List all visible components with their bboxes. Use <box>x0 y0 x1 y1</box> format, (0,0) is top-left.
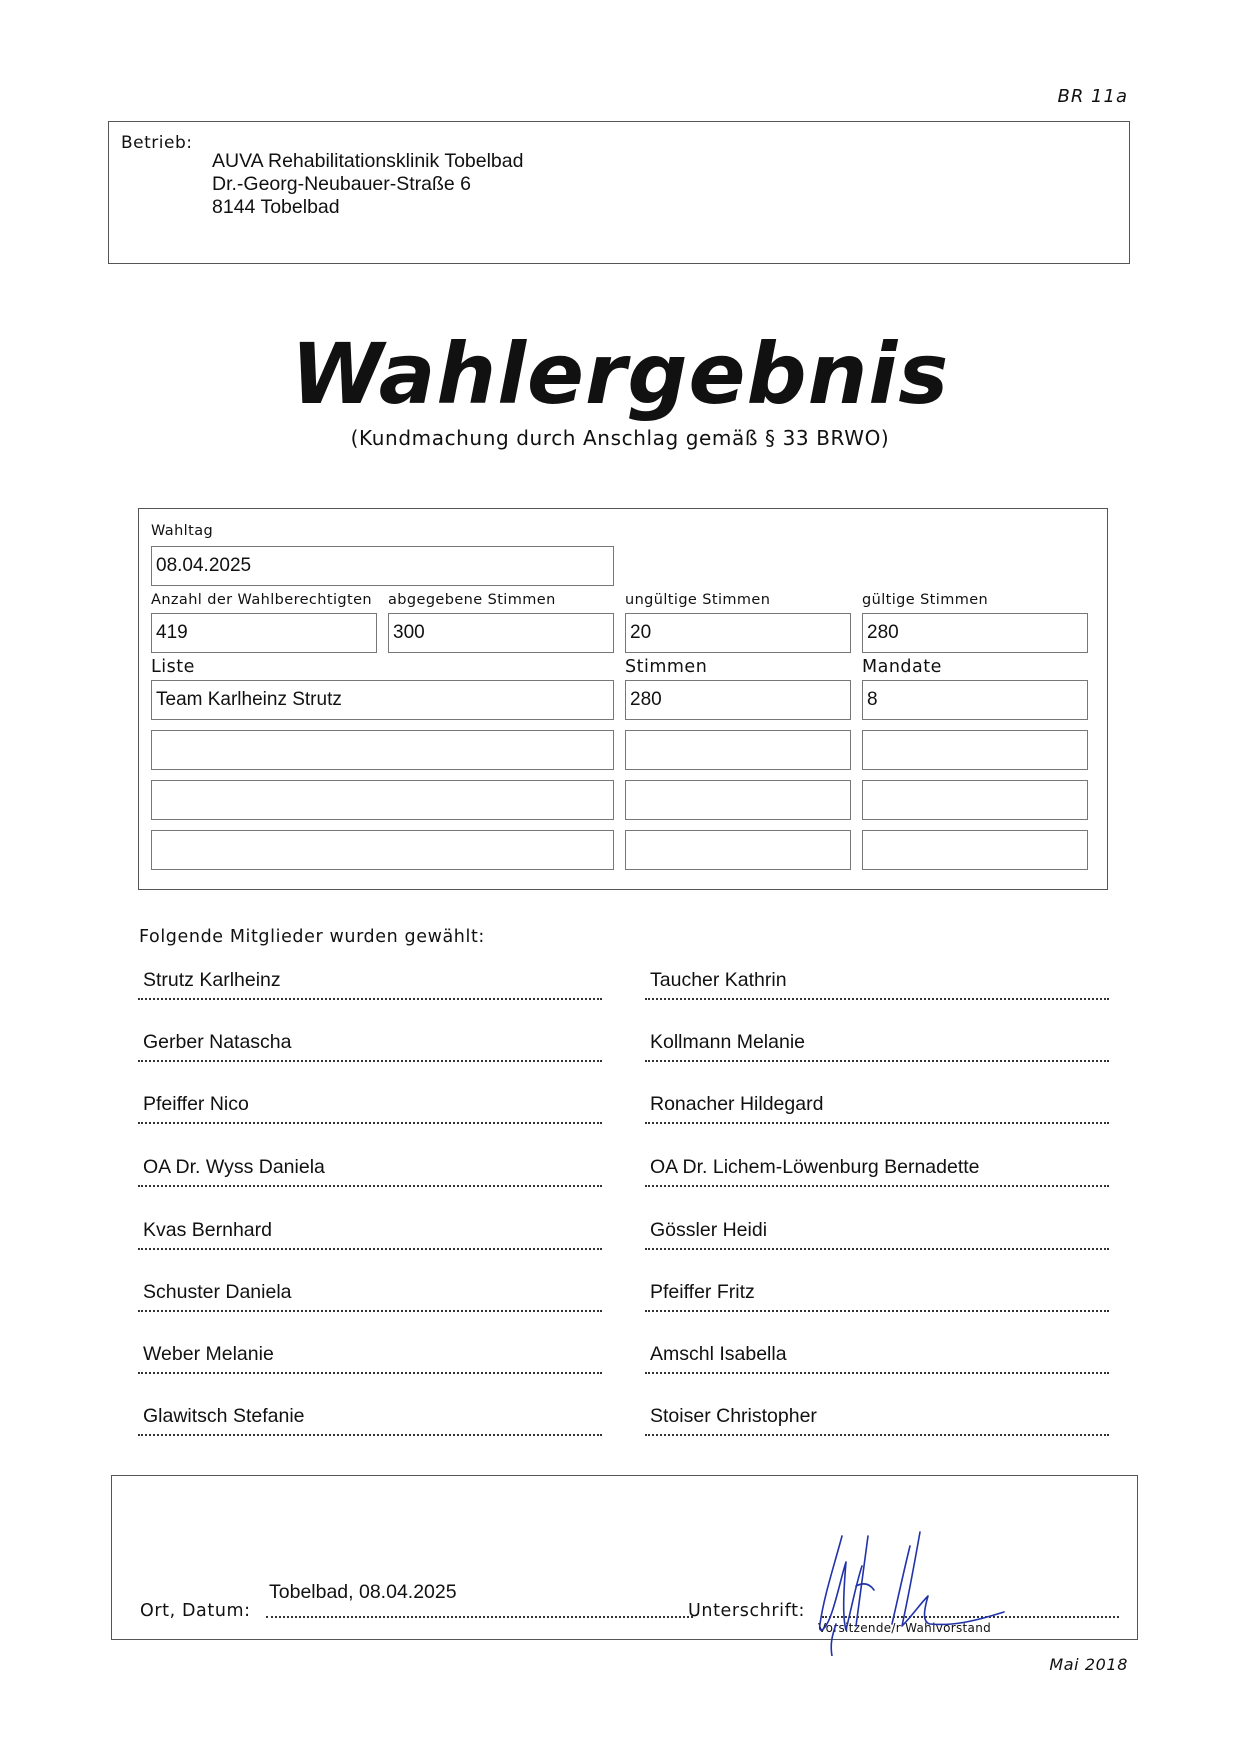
dotted-line <box>645 1434 1109 1436</box>
stimmen-row-3[interactable] <box>625 780 851 820</box>
member-name: Gerber Natascha <box>143 1031 292 1053</box>
dotted-line <box>645 1122 1109 1124</box>
stimmen-row-1[interactable]: 280 <box>625 680 851 720</box>
stimmen-row-4[interactable] <box>625 830 851 870</box>
member-name: Kollmann Melanie <box>650 1031 806 1053</box>
abgegebene-stimmen-label: abgegebene Stimmen <box>388 592 556 608</box>
member-right-5 <box>645 1219 1109 1249</box>
member-right-2 <box>645 1031 1109 1061</box>
dotted-line <box>645 1185 1109 1187</box>
ungueltige-stimmen-label: ungültige Stimmen <box>625 592 771 608</box>
member-right-7 <box>645 1343 1109 1373</box>
ungueltige-stimmen-field[interactable]: 20 <box>625 613 851 653</box>
liste-row-4[interactable] <box>151 830 614 870</box>
member-left-1 <box>138 969 602 999</box>
member-name: OA Dr. Wyss Daniela <box>143 1156 325 1178</box>
mandate-row-3[interactable] <box>862 780 1088 820</box>
page-subtitle: (Kundmachung durch Anschlag gemäß § 33 BRWO) <box>350 426 890 450</box>
member-right-6 <box>645 1281 1109 1311</box>
member-name: Stoiser Christopher <box>650 1405 817 1427</box>
dotted-line <box>138 1185 602 1187</box>
member-left-8 <box>138 1405 602 1435</box>
member-name: Taucher Kathrin <box>650 969 787 991</box>
liste-header: Liste <box>151 657 195 677</box>
stimmen-header: Stimmen <box>625 657 708 677</box>
place-date-value: Tobelbad, 08.04.2025 <box>269 1581 457 1603</box>
wahlberechtigte-label: Anzahl der Wahlberechtigten <box>151 592 373 608</box>
handwritten-signature <box>812 1526 1032 1656</box>
dotted-line <box>645 1248 1109 1250</box>
member-name: Weber Melanie <box>143 1343 274 1365</box>
liste-row-1[interactable]: Team Karlheinz Strutz <box>151 680 614 720</box>
member-name: Glawitsch Stefanie <box>143 1405 305 1427</box>
mandate-row-1[interactable]: 8 <box>862 680 1088 720</box>
member-name: Gössler Heidi <box>650 1219 768 1241</box>
mandate-header: Mandate <box>862 657 942 677</box>
dotted-line <box>138 1434 602 1436</box>
dotted-line <box>138 1122 602 1124</box>
wahltag-field[interactable]: 08.04.2025 <box>151 546 614 586</box>
abgegebene-stimmen-field[interactable]: 300 <box>388 613 614 653</box>
member-name: OA Dr. Lichem-Löwenburg Bernadette <box>650 1156 980 1178</box>
member-name: Ronacher Hildegard <box>650 1093 824 1115</box>
member-left-4 <box>138 1156 602 1186</box>
page-title: Wahlergebnis <box>290 325 950 423</box>
dotted-line <box>138 998 602 1000</box>
result-box <box>138 508 1108 890</box>
mandate-row-4[interactable] <box>862 830 1088 870</box>
member-right-1 <box>645 969 1109 999</box>
members-heading: Folgende Mitglieder wurden gewählt: <box>139 927 485 947</box>
member-right-8 <box>645 1405 1109 1435</box>
betrieb-label: Betrieb: <box>121 133 193 153</box>
signature-box <box>111 1475 1138 1640</box>
member-left-3 <box>138 1093 602 1123</box>
place-date-line <box>266 1616 693 1618</box>
dotted-line <box>138 1248 602 1250</box>
liste-row-3[interactable] <box>151 780 614 820</box>
form-code: BR 11a <box>1057 86 1128 107</box>
signature-caption: Vorsitzende/r Wahlvorstand <box>818 1621 992 1635</box>
member-left-2 <box>138 1031 602 1061</box>
wahltag-label: Wahltag <box>151 523 214 539</box>
liste-row-2[interactable] <box>151 730 614 770</box>
member-name: Strutz Karlheinz <box>143 969 281 991</box>
member-right-3 <box>645 1093 1109 1123</box>
mandate-row-2[interactable] <box>862 730 1088 770</box>
member-left-5 <box>138 1219 602 1249</box>
dotted-line <box>645 1310 1109 1312</box>
signature-label: Unterschrift: <box>688 1601 806 1621</box>
dotted-line <box>645 1060 1109 1062</box>
member-name: Amschl Isabella <box>650 1343 787 1365</box>
gueltige-stimmen-label: gültige Stimmen <box>862 592 989 608</box>
dotted-line <box>138 1060 602 1062</box>
form-version: Mai 2018 <box>1049 1655 1128 1674</box>
betrieb-street: Dr.-Georg-Neubauer-Straße 6 <box>212 173 472 195</box>
wahlberechtigte-field[interactable]: 419 <box>151 613 377 653</box>
member-left-7 <box>138 1343 602 1373</box>
betrieb-name: AUVA Rehabilitationsklinik Tobelbad <box>212 150 524 172</box>
member-name: Schuster Daniela <box>143 1281 292 1303</box>
betrieb-address <box>212 150 523 219</box>
place-date-label: Ort, Datum: <box>140 1601 251 1621</box>
dotted-line <box>138 1372 602 1374</box>
member-name: Kvas Bernhard <box>143 1219 272 1241</box>
gueltige-stimmen-field[interactable]: 280 <box>862 613 1088 653</box>
dotted-line <box>138 1310 602 1312</box>
member-name: Pfeiffer Nico <box>143 1093 249 1115</box>
member-left-6 <box>138 1281 602 1311</box>
betrieb-box <box>108 121 1130 264</box>
betrieb-city: 8144 Tobelbad <box>212 196 340 218</box>
dotted-line <box>645 998 1109 1000</box>
member-name: Pfeiffer Fritz <box>650 1281 755 1303</box>
dotted-line <box>645 1372 1109 1374</box>
stimmen-row-2[interactable] <box>625 730 851 770</box>
member-right-4 <box>645 1156 1109 1186</box>
